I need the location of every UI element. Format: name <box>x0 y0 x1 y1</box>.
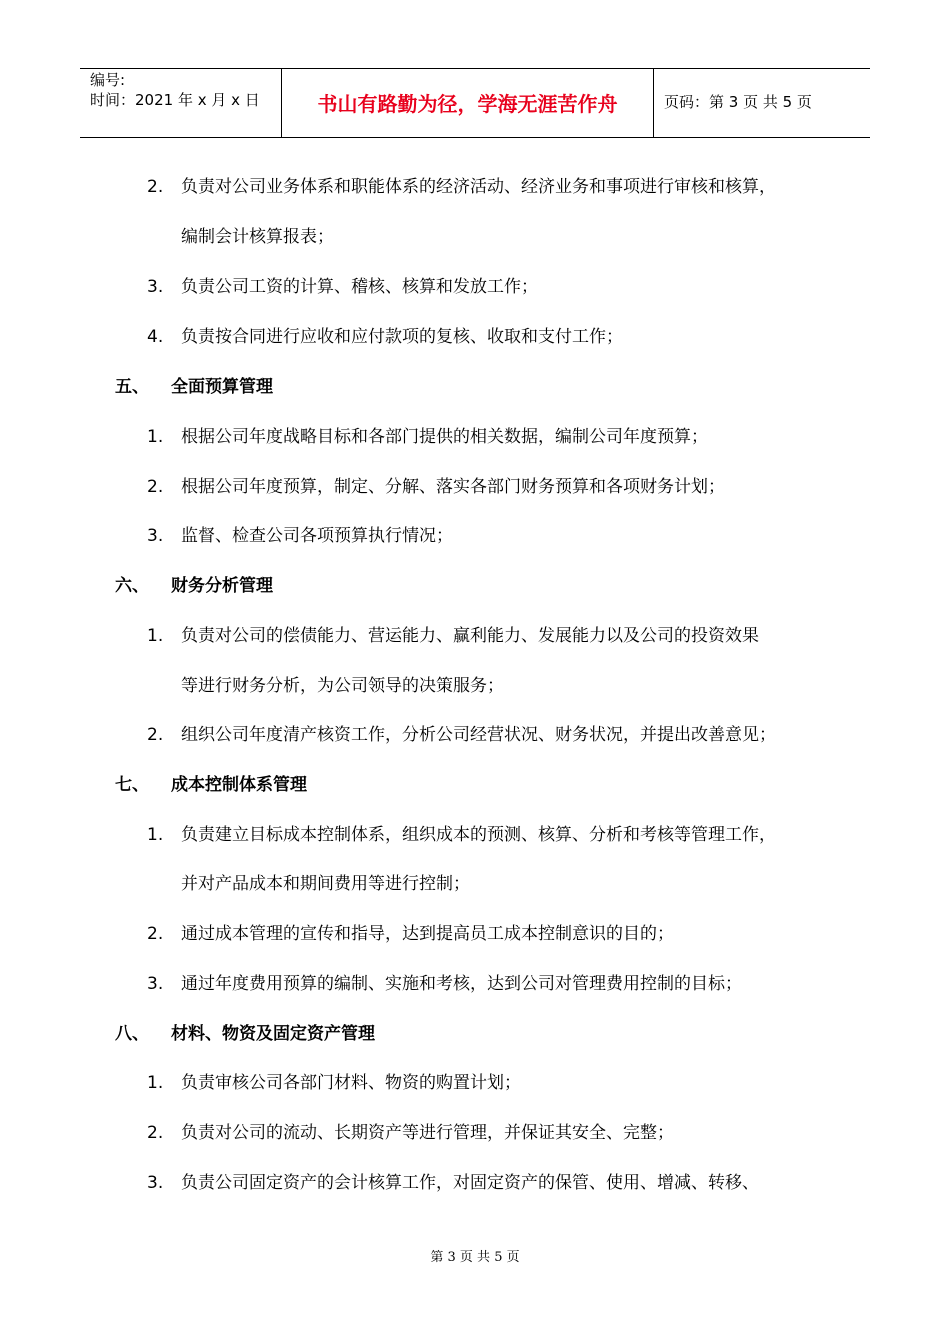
section-number: 八、 <box>115 1024 149 1044</box>
section-number: 六、 <box>115 576 149 596</box>
list-item-number: 2. <box>147 177 164 197</box>
header-motto-cell <box>282 69 654 137</box>
document-number-label: 编号: <box>90 71 126 89</box>
list-item-number: 2. <box>147 477 164 497</box>
page-header <box>80 68 870 138</box>
section-title: 全面预算管理 <box>171 377 273 397</box>
list-item-number: 3. <box>147 526 164 546</box>
page-footer: 第 3 页 共 5 页 <box>430 1250 520 1265</box>
list-item-text: 通过年度费用预算的编制、实施和考核，达到公司对管理费用控制的目标； <box>181 974 742 994</box>
section-title: 成本控制体系管理 <box>171 775 307 795</box>
section-title: 材料、物资及固定资产管理 <box>171 1024 375 1044</box>
list-item-text: 负责公司工资的计算、稽核、核算和发放工作； <box>181 277 538 297</box>
list-item-number: 3. <box>147 974 164 994</box>
list-item-text: 编制会计核算报表； <box>181 227 334 247</box>
header-page-cell <box>654 69 870 137</box>
list-item-number: 2. <box>147 1123 164 1143</box>
list-item-text: 根据公司年度预算，制定、分解、落实各部门财务预算和各项财务计划； <box>181 477 725 497</box>
list-item-text: 并对产品成本和期间费用等进行控制； <box>181 874 470 894</box>
section-title: 财务分析管理 <box>171 576 273 596</box>
list-item-text: 根据公司年度战略目标和各部门提供的相关数据，编制公司年度预算； <box>181 427 708 447</box>
list-item-text: 负责对公司业务体系和职能体系的经济活动、经济业务和事项进行审核和核算， <box>181 177 776 197</box>
list-item-number: 1. <box>147 1073 164 1093</box>
list-item-number: 4. <box>147 327 164 347</box>
list-item-number: 2. <box>147 924 164 944</box>
list-item-number: 3. <box>147 277 164 297</box>
list-item-number: 3. <box>147 1173 164 1193</box>
document-date: 时间：2021 年 x 月 x 日 <box>90 91 260 109</box>
header-meta-cell <box>80 69 282 137</box>
list-item-text: 负责建立目标成本控制体系，组织成本的预测、核算、分析和考核等管理工作， <box>181 825 776 845</box>
list-item-text: 通过成本管理的宣传和指导，达到提高员工成本控制意识的目的； <box>181 924 674 944</box>
list-item-text: 负责对公司的流动、长期资产等进行管理，并保证其安全、完整； <box>181 1123 674 1143</box>
list-item-text: 组织公司年度清产核资工作，分析公司经营状况、财务状况，并提出改善意见； <box>181 725 776 745</box>
list-item-number: 1. <box>147 626 164 646</box>
section-number: 七、 <box>115 775 149 795</box>
list-item-text: 负责公司固定资产的会计核算工作，对固定资产的保管、使用、增减、转移、 <box>181 1173 759 1193</box>
list-item-text: 监督、检查公司各项预算执行情况； <box>181 526 453 546</box>
list-item-text: 负责审核公司各部门材料、物资的购置计划； <box>181 1073 521 1093</box>
list-item-number: 2. <box>147 725 164 745</box>
header-motto: 书山有路勤为径，学海无涯苦作舟 <box>317 92 618 116</box>
list-item-text: 负责按合同进行应收和应付款项的复核、收取和支付工作； <box>181 327 623 347</box>
list-item-number: 1. <box>147 427 164 447</box>
list-item-text: 负责对公司的偿债能力、营运能力、赢利能力、发展能力以及公司的投资效果 <box>181 626 759 646</box>
list-item-number: 1. <box>147 825 164 845</box>
section-number: 五、 <box>115 377 149 397</box>
header-page-info: 页码：第 3 页 共 5 页 <box>664 93 812 111</box>
list-item-text: 等进行财务分析，为公司领导的决策服务； <box>181 676 504 696</box>
